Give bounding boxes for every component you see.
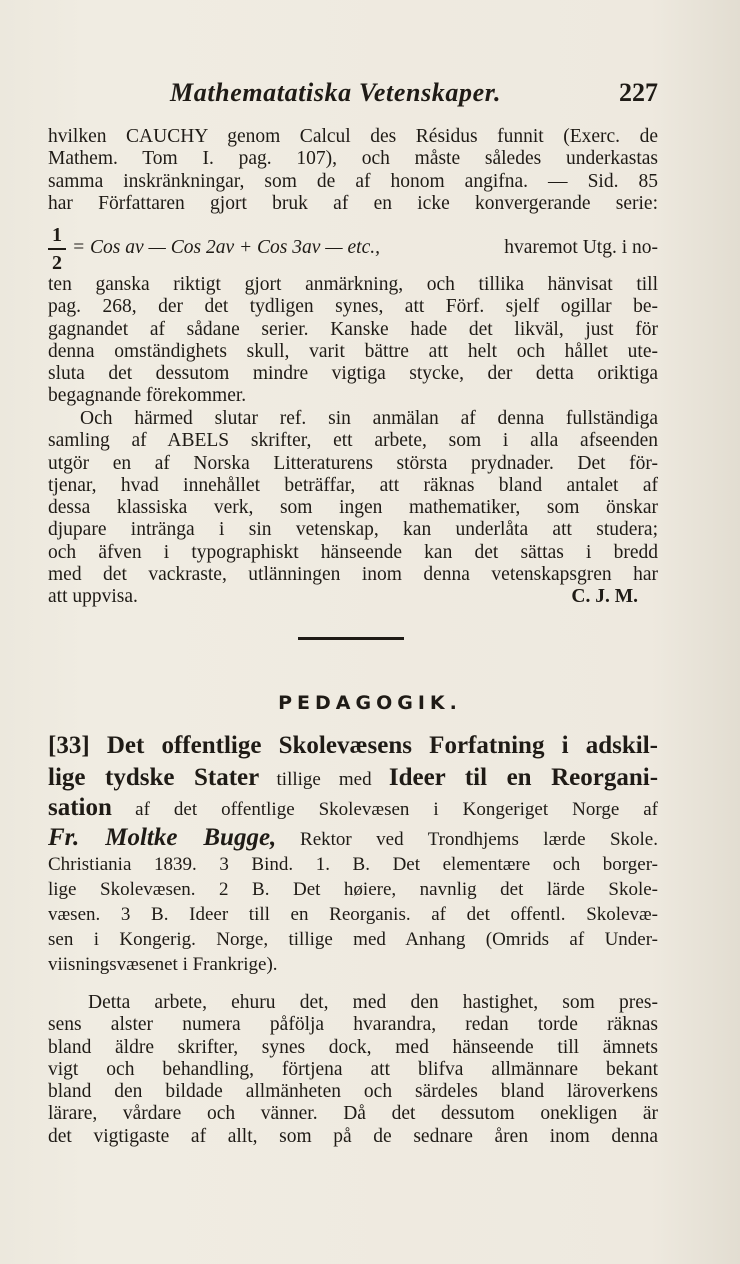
fraction-bar bbox=[48, 248, 66, 250]
running-header bbox=[48, 78, 658, 118]
text-line: hvilken CAUCHY genom Calcul des Résidus funnit (Exerc. de bbox=[48, 126, 658, 147]
review-detail-line: Christiania 1839. 3 Bind. 1. B. Det elementære och borger- bbox=[48, 854, 658, 875]
page-number: 227 bbox=[619, 78, 658, 107]
fraction-numerator: 1 bbox=[52, 224, 62, 246]
text-line: och äfven i typographiskt hänseende kan det sättas i bredd bbox=[48, 541, 658, 563]
text-line: utgör en af Norska Litteraturens största prydnader. Det för- bbox=[48, 452, 658, 474]
review-title-part: Rektor ved Trondhjems lærde Skole. bbox=[300, 829, 658, 850]
text-line: dessa klassiska verk, som ingen mathematiker, som önskar bbox=[48, 497, 658, 519]
fraction-denominator: 2 bbox=[52, 251, 62, 274]
review-title-part: af det offentlige Skolevæsen i Kongeriget Norge af bbox=[135, 799, 659, 820]
text-line: att uppvisa. bbox=[48, 586, 138, 608]
text-line: tjenar, hvad innehållet beträffar, att räknas bland antalet af bbox=[48, 474, 658, 496]
running-title: Mathematatiska Vetenskaper. bbox=[170, 78, 502, 107]
top-paragraph bbox=[48, 126, 658, 215]
text-line: djupare intränga i sin vetenskap, kan underlåta att studera; bbox=[48, 519, 658, 541]
text-line: har Författaren gjort bruk af en icke konvergerande serie: bbox=[48, 192, 658, 214]
continuation-paragraph bbox=[48, 274, 658, 408]
text-line: Mathem. Tom I. pag. 107), och måste således underkastas bbox=[48, 148, 658, 170]
text-line: bland äldre skrifter, synes dock, med hänseende till ämnets bbox=[48, 1036, 658, 1058]
text-line: vigt och behandling, förtjena att blifva allmännare bekant bbox=[48, 1058, 658, 1080]
review-detail-line: lige Skolevæsen. 2 B. Det høiere, navnlig det lärde Skole- bbox=[48, 879, 658, 900]
section-divider bbox=[298, 637, 404, 640]
text-line: Detta arbete, ehuru det, med den hastighet, som pres- bbox=[88, 992, 658, 1013]
review-detail-line: viisningsvæsenet i Frankrige). bbox=[48, 954, 278, 975]
text-line: lärare, vårdare och vänner. Då det dessutom onekligen är bbox=[48, 1103, 658, 1125]
text-line: gagnandet af sådane serier. Kanske hade det likväl, just för bbox=[48, 318, 658, 340]
review-title-line bbox=[48, 764, 658, 794]
series-formula bbox=[48, 224, 658, 274]
text-line: Och härmed slutar ref. sin anmälan af denna fullständiga bbox=[80, 408, 658, 429]
text-line: sluta det dessutom mindre vigtiga stycke, der detta oriktiga bbox=[48, 363, 658, 385]
text-line: sens alster numera påfölja hvarandra, redan torde räknas bbox=[48, 1014, 658, 1036]
text-line: ten ganska riktigt gjort anmärkning, och tillika hänvisat till bbox=[48, 274, 658, 295]
fraction bbox=[48, 224, 66, 274]
text-line: pag. 268, der det tydligen synes, att Förf. sjelf ogillar be- bbox=[48, 296, 658, 318]
text-line: samma inskränkningar, som de af honom angifna. — Sid. 85 bbox=[48, 170, 658, 192]
text-line: begagnande förekommer. bbox=[48, 385, 247, 407]
text-line: det vigtigaste af allt, som på de sednare åren inom denna bbox=[48, 1125, 658, 1147]
review-title-part: tillige med bbox=[276, 769, 372, 790]
review-title-line bbox=[48, 824, 658, 854]
formula-expression: = Cos av — Cos 2av + Cos 3av — etc., bbox=[72, 237, 380, 258]
body-paragraph bbox=[48, 992, 658, 1148]
text-line: denna omständighets skull, varit bättre att helt och hållet ute- bbox=[48, 340, 658, 362]
text-line: med det vackraste, utlänningen inom denna vetenskapsgren har bbox=[48, 564, 658, 586]
review-heading bbox=[48, 732, 658, 979]
text-line: bland den bildade allmänheten och särdeles bland läroverkens bbox=[48, 1081, 658, 1103]
closing-paragraph bbox=[48, 408, 658, 609]
review-detail-line: sen i Kongerig. Norge, tillige med Anhang (Omrids af Under- bbox=[48, 929, 658, 950]
review-title-part: lige tydske Stater bbox=[48, 764, 260, 791]
review-title-part: sation bbox=[48, 794, 112, 821]
signature: C. J. M. bbox=[571, 586, 638, 608]
review-title-part: Ideer til en Reorgani- bbox=[388, 764, 659, 791]
review-title-line bbox=[48, 794, 658, 824]
review-title-part: [33] Det offentlige Skolevæsens Forfatning i adskil- bbox=[48, 732, 658, 759]
review-detail-line: væsen. 3 B. Ideer till en Reorganis. af det offentl. Skolevæ- bbox=[48, 904, 658, 925]
review-title-line bbox=[48, 732, 658, 764]
section-heading: PEDAGOGIK. bbox=[278, 692, 462, 714]
signature-line bbox=[48, 586, 658, 608]
formula-trailing-text: hvaremot Utg. i no- bbox=[504, 237, 658, 258]
text-line: samling af ABELS skrifter, ett arbete, som i alla afseenden bbox=[48, 430, 658, 452]
review-author: Fr. Moltke Bugge, bbox=[48, 824, 277, 851]
formula-line bbox=[72, 237, 658, 259]
